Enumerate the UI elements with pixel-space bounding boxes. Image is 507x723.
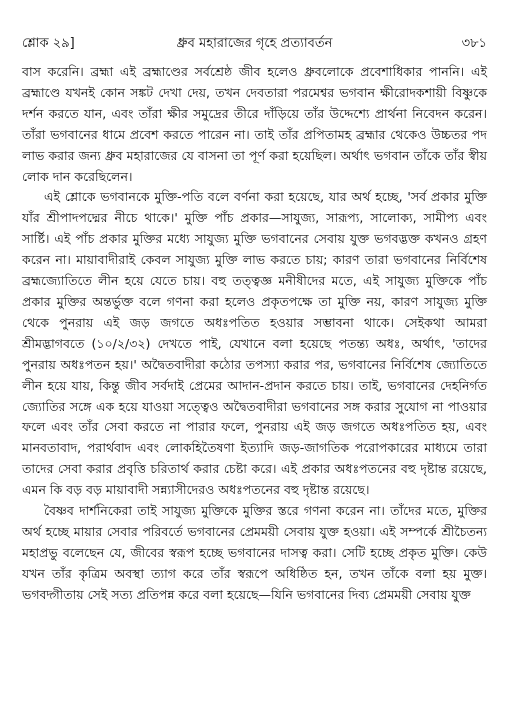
page-number: ৩৮১ [461,36,487,51]
body-text [22,62,487,715]
paragraph: বাস করেনি। ব্রহ্মা এই ব্রহ্মাণ্ডের সর্বশ্রেষ্ঠ জীব হলেও ধ্রুবলোকে প্রবেশাধিকার পাননি। এই ব্রহ্মাণ্ডে যখনই কোন সঙ্কট দেখা দেয়, তখন দেবতারা পরমেশ্বর ভগবান ক্ষীরোদকশায়ী বিষ্ণুকে দর্শন করতে যান, এবং তাঁরা ক্ষীর সমুদ্রের তীরে দাঁড়িয়ে তাঁর উদ্দেশ্যে প্রার্থনা নিবেদন করেন। তাঁরা ভগবানের ধামে প্রবেশ করতে পারেন না। তাই তাঁর প্রপিতামহ ব্রহ্মার থেকেও উচ্চতর পদ লাভ করার জন্য ধ্রুব মহারাজের যে বাসনা তা পূর্ণ করা হয়েছিল। অর্থাৎ ভগবান তাঁকে তাঁর স্বীয় লোক দান করেছিলেন। [22,64,487,184]
chapter-title: ধ্রুব মহারাজের গৃহে প্রত্যাবর্তন [176,36,333,51]
paragraph: এই শ্লোকে ভগবানকে মুক্তি-পতি বলে বর্ণনা করা হয়েছে, যার অর্থ হচ্ছে, 'সর্ব প্রকার মুক্তি যাঁর শ্রীপাদপদ্মের নীচে থাকে।' মুক্তি পাঁচ প্রকার—সাযুজ্য, সারূপ্য, সালোক্য, সামীপ্য এবং সার্ষ্টি। এই পাঁচ প্রকার মুক্তির মধ্যে সাযুজ্য মুক্তি ভগবানের সেবায় যুক্ত ভগবদ্ভক্ত কখনও গ্রহণ করেন না। মায়াবাদীরাই কেবল সাযুজ্য মুক্তি লাভ করতে চায়; কারণ তারা ভগবানের নির্বিশেষ ব্রহ্মজ্যোতিতে লীন হয়ে যেতে চায়। বহু তত্ত্বজ্ঞ মনীষীদের মতে, এই সাযুজ্য মুক্তিকে পাঁচ প্রকার মুক্তির অন্তর্ভুক্ত বলে গণনা করা হলেও প্রকৃতপক্ষে তা মুক্তি নয়, কারণ সাযুজ্য মুক্তি থেকে পুনরায় এই জড় জগতে অধঃপতিত হওয়ার সম্ভাবনা থাকে। সেইকথা আমরা শ্রীমদ্ভাগবতে (১০/২/৩২) দেখতে পাই, যেখানে বলা হয়েছে পতন্ত্য অধঃ, অর্থাৎ, 'তাদের পুনরায় অধঃপতন হয়।' অদ্বৈতবাদীরা কঠোর তপস্যা করার পর, ভগবানের নির্বিশেষ জ্যোতিতে লীন হয়ে যায়, কিন্তু জীব সর্বদাই প্রেমের আদান-প্রদান করতে চায়। তাই, ভগবানের দেহনির্গত জ্যোতির সঙ্গে এক হয়ে যাওয়া সত্ত্বেও অদ্বৈতবাদীরা ভগবানের সঙ্গ করার সুযোগ না পাওয়ার ফলে এবং তাঁর সেবা করতে না পারার ফলে, পুনরায় এই জড় জগতে অধঃপতিত হয়, এবং মানবতাবাদ, পরার্থবাদ এবং লোকহিতৈষণা ইত্যাদি জড়-জাগতিক পরোপকারের মাধ্যমে তারা তাদের সেবা করার প্রবৃত্তি চরিতার্থ করার চেষ্টা করে। এই প্রকার অধঃপতনের বহু দৃষ্টান্ত রয়েছে, এমন কি বড় বড় মায়াবাদী সন্ন্যাসীদেরও অধঃপতনের বহু দৃষ্টান্ত রয়েছে। [22,189,487,498]
running-header [22,34,487,54]
paragraph: বৈষ্ণব দার্শনিকেরা তাই সাযুজ্য মুক্তিকে মুক্তির স্তরে গণনা করেন না। তাঁদের মতে, মুক্তির অর্থ হচ্ছে মায়ার সেবার পরিবর্তে ভগবানের প্রেমময়ী সেবায় যুক্ত হওয়া। এই সম্পর্কে শ্রীচৈতন্য মহাপ্রভু বলেছেন যে, জীবের স্বরূপ হচ্ছে ভগবানের দাসত্ব করা। সেটি হচ্ছে প্রকৃত মুক্তি। কেউ যখন তাঁর কৃত্রিম অবস্থা ত্যাগ করে তাঁর স্বরূপে অধিষ্ঠিত হন, তখন তাঁকে বলা হয় মুক্ত। ভগবদ্গীতায় সেই সত্য প্রতিপন্ন করে বলা হয়েছে—যিনি ভগবানের দিব্য প্রেমময়ী সেবায় যুক্ত [22,503,487,602]
verse-reference: শ্লোক ২৯] [22,36,75,51]
